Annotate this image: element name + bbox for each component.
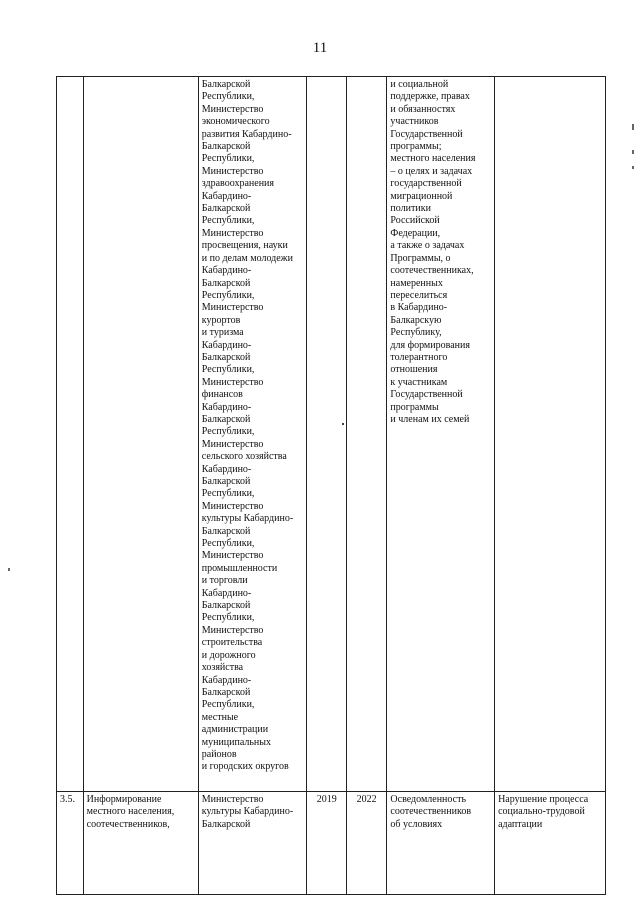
- text-line: Кабардино-: [201, 463, 252, 475]
- text-line: намеренных: [390, 277, 443, 289]
- text-line: для формирования: [390, 339, 470, 351]
- text-line: Министерство: [201, 302, 264, 314]
- program-table: [56, 76, 606, 895]
- risk-cell: [495, 77, 606, 792]
- risk-cell: [495, 792, 606, 895]
- text-line: Кабардино-: [201, 401, 252, 413]
- text-line: Министерство: [201, 227, 264, 239]
- text-line: курортов: [201, 314, 241, 326]
- row-number-cell: 3.5.: [57, 792, 84, 895]
- text-line: Министерство: [201, 376, 264, 388]
- activity-name-cell: [83, 792, 198, 895]
- text-line: культуры Кабардино-: [201, 806, 294, 818]
- text-line: Государственной: [390, 128, 463, 140]
- scan-edge-mark: [632, 150, 634, 154]
- text-line: Республики,: [201, 538, 255, 550]
- text-line: Балкарской: [201, 79, 251, 90]
- text-line: Балкарской: [201, 600, 251, 612]
- text-line: поддержке, правах: [390, 91, 470, 103]
- text-line: Министерство: [201, 550, 264, 562]
- activity-name-cell: [83, 77, 198, 792]
- scan-edge-mark: [632, 166, 634, 169]
- text-line: муниципальных: [201, 736, 271, 748]
- text-line: Российской: [390, 215, 440, 227]
- text-line: местные: [201, 711, 239, 723]
- text-line: Республику,: [390, 327, 442, 339]
- text-line: Балкарской: [201, 277, 251, 289]
- text-line: об условиях: [390, 818, 443, 830]
- text-line: Республики,: [201, 153, 255, 165]
- table-row: [57, 792, 606, 895]
- text-line: Балкарской: [201, 351, 251, 363]
- executors-cell: [198, 792, 307, 895]
- text-line: просвещения, науки: [201, 240, 288, 252]
- text-line: Республики,: [201, 699, 255, 711]
- text-line: и членам их семей: [390, 413, 470, 425]
- text-line: Балкарскую: [390, 314, 442, 326]
- text-line: переселиться: [390, 289, 448, 301]
- text-line: хозяйства: [201, 662, 244, 674]
- scan-edge-mark: [8, 568, 10, 571]
- text-line: Республики,: [201, 488, 255, 500]
- text-line: Программы, о: [390, 252, 451, 264]
- text-line: толерантного: [390, 351, 448, 363]
- text-line: Нарушение процесса: [498, 794, 589, 805]
- text-line: адаптации: [498, 818, 543, 830]
- text-line: соотечественников,: [86, 818, 170, 830]
- text-line: Кабардино-: [201, 190, 252, 202]
- text-line: культуры Кабардино-: [201, 513, 294, 525]
- text-line: Министерство: [201, 624, 264, 636]
- text-line: Республики,: [201, 289, 255, 301]
- expected-result-cell: [387, 792, 495, 895]
- text-line: Министерство: [201, 103, 264, 115]
- text-line: и дорожного: [201, 649, 256, 661]
- executors-cell: [198, 77, 307, 792]
- text-line: Балкарской: [201, 476, 251, 487]
- expected-result-cell: [387, 77, 495, 792]
- text-line: и туризма: [201, 327, 244, 339]
- text-line: а также о задачах: [390, 240, 465, 252]
- text-line: отношения: [390, 364, 438, 376]
- text-line: Информирование: [86, 794, 162, 805]
- text-line: Министерство: [201, 794, 264, 805]
- text-line: финансов: [201, 389, 243, 401]
- year-end-cell: 2022: [346, 792, 387, 895]
- text-line: Кабардино-: [201, 674, 252, 686]
- text-line: строительства: [201, 637, 263, 649]
- text-line: Государственной: [390, 389, 463, 401]
- text-line: миграционной: [390, 190, 453, 202]
- year-end-cell: [346, 77, 387, 792]
- text-line: Балкарской: [201, 141, 251, 153]
- text-line: Республики,: [201, 91, 255, 103]
- text-line: промышленности: [201, 562, 278, 574]
- text-line: в Кабардино-: [390, 302, 448, 314]
- text-line: Кабардино-: [201, 587, 252, 599]
- text-line: Министерство: [201, 500, 264, 512]
- scan-speck: [342, 423, 344, 425]
- text-line: местного населения: [390, 153, 476, 165]
- text-line: Республики,: [201, 426, 255, 438]
- text-line: политики: [390, 203, 431, 215]
- text-line: программы;: [390, 141, 442, 153]
- text-line: Федерации,: [390, 227, 441, 239]
- scan-edge-mark: [632, 124, 634, 130]
- text-line: программы: [390, 401, 439, 413]
- text-line: Министерство: [201, 438, 264, 450]
- text-line: Республики,: [201, 364, 255, 376]
- text-line: сельского хозяйства: [201, 451, 287, 463]
- text-line: Балкарской: [201, 525, 251, 537]
- text-line: Кабардино-: [201, 339, 252, 351]
- text-line: Осведомленность: [390, 794, 467, 805]
- text-line: Балкарской: [201, 203, 251, 215]
- text-line: социально-трудовой: [498, 806, 585, 818]
- text-line: Республики,: [201, 612, 255, 624]
- text-line: местного населения,: [86, 806, 175, 818]
- text-line: Балкарской: [201, 818, 251, 830]
- text-line: соотечественников: [390, 806, 472, 818]
- year-start-cell: [307, 77, 346, 792]
- text-line: и торговли: [201, 575, 248, 587]
- text-line: Республики,: [201, 215, 255, 227]
- text-line: и по делам молодежи: [201, 252, 293, 264]
- text-line: Балкарской: [201, 413, 251, 425]
- text-line: районов: [201, 748, 237, 760]
- row-number-cell: [57, 77, 84, 792]
- text-line: Кабардино-: [201, 265, 252, 277]
- text-line: здравоохранения: [201, 178, 274, 190]
- text-line: государственной: [390, 178, 462, 190]
- text-line: администрации: [201, 724, 269, 736]
- text-line: и социальной: [390, 79, 449, 90]
- text-line: соотечественниках,: [390, 265, 474, 277]
- text-line: и обязанностях: [390, 103, 456, 115]
- text-line: участников: [390, 116, 439, 128]
- table-row: [57, 77, 606, 792]
- text-line: Министерство: [201, 165, 264, 177]
- text-line: и городских округов: [201, 761, 289, 773]
- text-line: Балкарской: [201, 686, 251, 698]
- text-line: к участникам: [390, 376, 448, 388]
- year-start-cell: 2019: [307, 792, 346, 895]
- text-line: развития Кабардино-: [201, 128, 292, 140]
- page-number: 11: [312, 40, 328, 56]
- text-line: – о целях и задачах: [390, 165, 473, 177]
- text-line: экономического: [201, 116, 270, 128]
